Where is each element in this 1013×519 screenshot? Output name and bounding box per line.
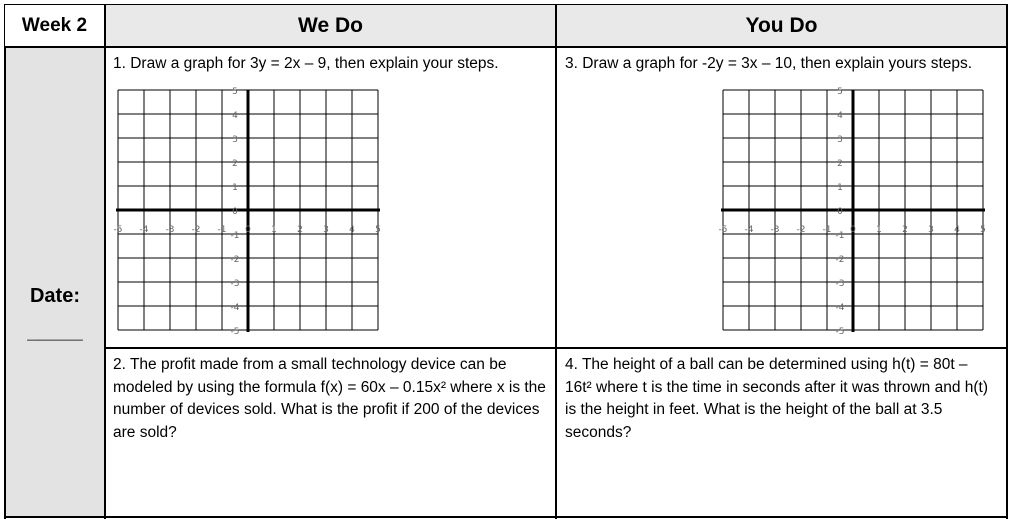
y-tick-label: 1 xyxy=(837,183,843,193)
problem-2-text: 2. The profit made from a small technology device can be modeled by using the formula f(x) = 60x – 0.15x² where x is the number of devices sold. What is the profit if 200 of the devices are sold? xyxy=(113,356,546,441)
x-tick-label: 3 xyxy=(928,225,934,235)
x-tick-label: 5 xyxy=(375,225,381,235)
y-tick-label: -4 xyxy=(230,303,240,313)
x-tick-label: -3 xyxy=(165,225,175,235)
week-label: Week 2 xyxy=(21,14,88,36)
problem-1-text: 1. Draw a graph for 3y = 2x – 9, then explain your steps. xyxy=(113,55,499,72)
y-tick-label: 2 xyxy=(232,159,238,169)
x-tick-label: 2 xyxy=(297,225,303,235)
y-tick-label: 3 xyxy=(232,135,238,145)
y-tick-label: 3 xyxy=(837,135,843,145)
y-tick-label: -1 xyxy=(835,231,845,241)
table-border-header xyxy=(4,46,1008,48)
x-tick-label: -2 xyxy=(191,225,201,235)
x-tick-label: -4 xyxy=(139,225,149,235)
y-tick-label: 0 xyxy=(232,207,238,217)
y-tick-label: -2 xyxy=(835,255,845,265)
x-tick-label: 0 xyxy=(850,225,856,235)
x-tick-label: -5 xyxy=(113,225,123,235)
coordinate-grid-2 xyxy=(713,84,1003,340)
y-tick-label: -2 xyxy=(230,255,240,265)
y-tick-label: -3 xyxy=(230,279,240,289)
y-tick-label: -4 xyxy=(835,303,845,313)
table-border-col2 xyxy=(555,4,557,519)
problem-3-text: 3. Draw a graph for -2y = 3x – 10, then explain yours steps. xyxy=(565,55,973,72)
week-header xyxy=(5,5,104,46)
x-tick-label: -4 xyxy=(744,225,754,235)
table-border-middle xyxy=(104,347,1008,349)
y-tick-label: 0 xyxy=(837,207,843,217)
y-tick-label: -5 xyxy=(230,327,240,337)
y-tick-label: 2 xyxy=(837,159,843,169)
x-tick-label: -1 xyxy=(822,225,832,235)
x-tick-label: 5 xyxy=(980,225,986,235)
date-column xyxy=(6,48,104,516)
x-tick-label: 1 xyxy=(876,225,882,235)
x-tick-label: 4 xyxy=(349,225,355,235)
table-border-bottom xyxy=(4,516,1008,518)
we-do-label: We Do xyxy=(298,13,363,37)
x-tick-label: -3 xyxy=(770,225,780,235)
x-tick-label: 4 xyxy=(954,225,960,235)
x-tick-label: 1 xyxy=(271,225,277,235)
y-tick-label: 5 xyxy=(837,87,843,97)
x-tick-label: -5 xyxy=(718,225,728,235)
y-tick-label: 4 xyxy=(232,111,238,121)
coordinate-grid-1 xyxy=(108,84,398,340)
x-tick-label: 2 xyxy=(902,225,908,235)
y-tick-label: -3 xyxy=(835,279,845,289)
x-tick-label: -2 xyxy=(796,225,806,235)
y-tick-label: -5 xyxy=(835,327,845,337)
date-label: Date: xyxy=(29,284,80,307)
x-tick-label: 0 xyxy=(245,225,251,235)
you-do-label: You Do xyxy=(745,13,818,37)
problem-4-text: 4. The height of a ball can be determined using h(t) = 80t – 16t² where t is the time in seconds after it was thrown and h(t) is the height in feet. What is the height of the ball at 3.5 seconds? xyxy=(565,356,988,441)
y-tick-label: 4 xyxy=(837,111,843,121)
y-tick-label: 1 xyxy=(232,183,238,193)
y-tick-label: 5 xyxy=(232,87,238,97)
table-border-col1 xyxy=(104,4,106,519)
x-tick-label: 3 xyxy=(323,225,329,235)
table-border-right xyxy=(1006,4,1008,519)
date-blank: _____ xyxy=(27,320,83,343)
you-do-header xyxy=(557,5,1006,46)
y-tick-label: -1 xyxy=(230,231,240,241)
x-tick-label: -1 xyxy=(217,225,227,235)
we-do-header xyxy=(106,5,555,46)
